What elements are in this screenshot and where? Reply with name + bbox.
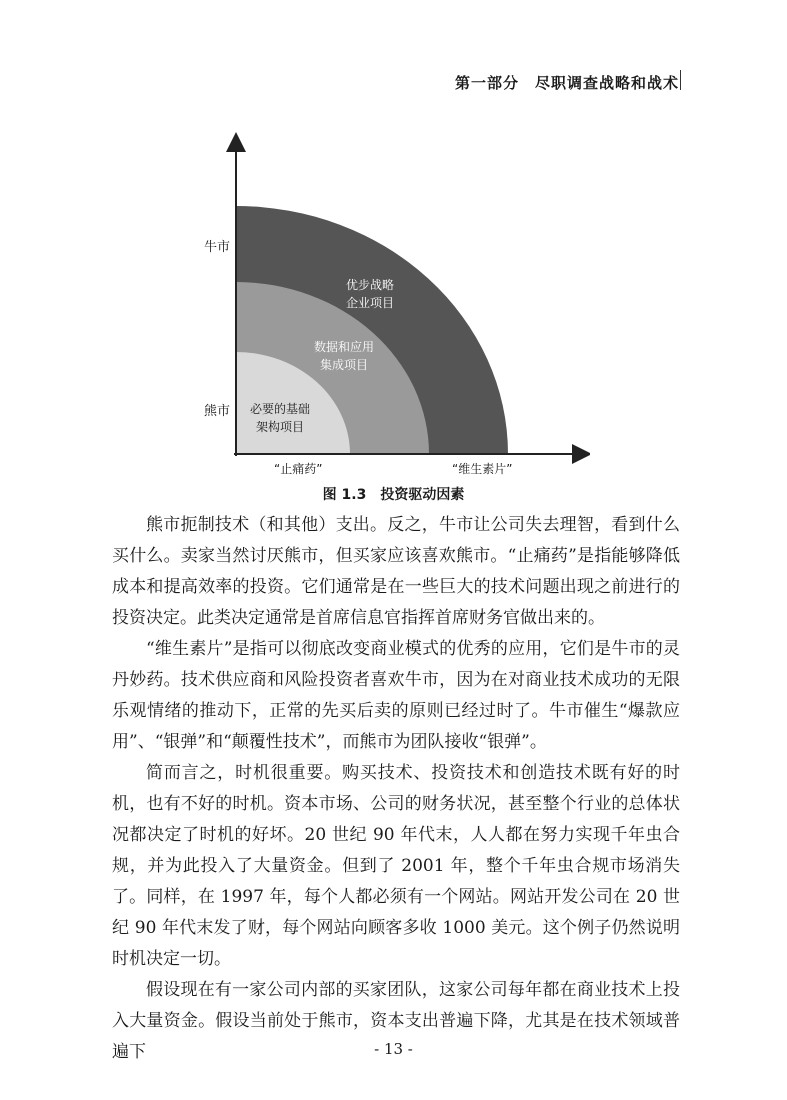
region-outer-label: 优步战略 企业项目 — [346, 278, 395, 310]
paragraph: 简而言之，时机很重要。购买技术、投资技术和创造技术既有好的时机，也有不好的时机。资本市场、公司的财务状况，甚至整个行业的总体状况都决定了时机的好坏。20 世纪 90 年代末，人人都在努力实现千年虫合规，并为此投入了大量资金。但到了 2001 年，整个千年虫合规市场消失了。同样，在 1997 年，每个人都必须有一个网站。网站开发公司在 20 世纪 90 年代末发了财，每个网站向顾客多收 1000 美元。这个例子仍然说明时机决定一切。 — [112, 763, 680, 969]
y-label-bull: 牛市 — [204, 240, 231, 255]
header-divider — [680, 70, 681, 90]
paragraph: 熊市扼制技术（和其他）支出。反之，牛市让公司失去理智，看到什么买什么。卖家当然讨厌熊市，但买家应该喜欢熊市。“止痛药”是指能够降低成本和提高效率的投资。它们通常是在一些巨大的技术问题出现之前进行的投资决定。此类决定通常是首席信息官指挥首席财务官做出来的。 — [112, 515, 680, 628]
body-text — [112, 510, 680, 1068]
region-inner-label: 必要的基础 架构项目 — [250, 402, 311, 434]
x-label-vitamin: “维生素片” — [452, 462, 513, 476]
paragraph: “维生素片”是指可以彻底改变商业模式的优秀的应用，它们是牛市的灵丹妙药。技术供应商和风险投资者喜欢牛市，因为在对商业技术成功的无限乐观情绪的推动下，正常的先买后卖的原则已经过时了。牛市催生“爆款应用”、“银弹”和“颠覆性技术”，而熊市为团队接收“银弹”。 — [112, 639, 680, 752]
region-middle-label: 数据和应用 集成项目 — [314, 340, 375, 372]
running-header: 第一部分 尽职调查战略和战术 — [454, 74, 679, 92]
paragraph: 假设现在有一家公司内部的买家团队，这家公司每年都在商业技术上投入大量资金。假设当前处于熊市，资本支出普遍下降，尤其是在技术领域普遍下 — [112, 980, 680, 1062]
figure-caption: 图 1.3 投资驱动因素 — [322, 487, 465, 503]
figure-investment-drivers — [190, 130, 590, 490]
x-label-painkiller: “止痛药” — [274, 462, 323, 476]
page-number: - 13 - — [374, 1040, 413, 1058]
y-label-bear: 熊市 — [204, 404, 231, 419]
